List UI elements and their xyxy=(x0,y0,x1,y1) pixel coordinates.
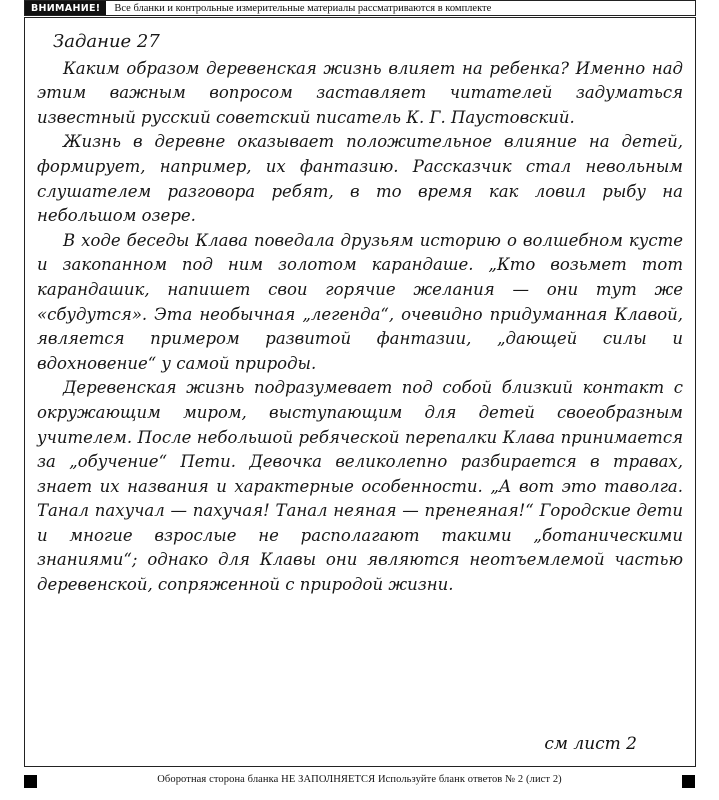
essay-paragraph-3: В ходе беседы Клава поведала друзьям историю о волшебном кусте и закопанном под ним золотом карандаше. „Кто возьмет тот карандашик, напишет свои горячие желания — они тут же «сбудутся». Эта необычная „легенда“, очевидно придуманная Клавой, является примером развитой фантазии, „дающей силы и вдохновение“ у самой природы. xyxy=(37,230,683,373)
warning-banner xyxy=(24,0,696,16)
task-title: Задание 27 xyxy=(53,31,160,52)
essay-paragraph-2: Жизнь в деревне оказывает положительное влияние на детей, формирует, например, их фантазию. Рассказчик стал невольным слушателем разговора ребят, в то время как ловил рыбу на небольшом озере. xyxy=(37,132,683,226)
alignment-marker-right xyxy=(682,775,695,788)
continuation-note: см лист 2 xyxy=(544,734,637,754)
answer-sheet-frame xyxy=(24,17,696,767)
essay-paragraph-1: Каким образом деревенская жизнь влияет на ребенка? Именно над этим важным вопросом заставляет читателей задуматься известный русский советский писатель К. Г. Паустовский. xyxy=(37,58,683,127)
essay-paragraph-4: Деревенская жизнь подразумевает под собой близкий контакт с окружающим миром, выступающим для детей своеобразным учителем. После небольшой ребяческой перепалки Клава принимается за „обучение“ Пети. Девочка великолепно разбирается в травах, знает их названия и характерные особенности. „А вот это таволга. Танал пахучал — пахучая! Танал неяная — пренеяная!“ Городские дети и многие взрослые не располагают такими „ботаническими знаниями“; однако для Клавы они являются неотъемлемой частью деревенской, сопряженной с природой жизни. xyxy=(37,378,683,595)
warning-notice: Все бланки и контрольные измерительные материалы рассматриваются в комплекте xyxy=(114,2,492,14)
warning-label: ВНИМАНИЕ! xyxy=(25,1,106,15)
handwritten-essay xyxy=(37,26,683,598)
footer-note: Оборотная сторона бланка НЕ ЗАПОЛНЯЕТСЯ Используйте бланк ответов № 2 (лист 2) xyxy=(157,774,562,785)
